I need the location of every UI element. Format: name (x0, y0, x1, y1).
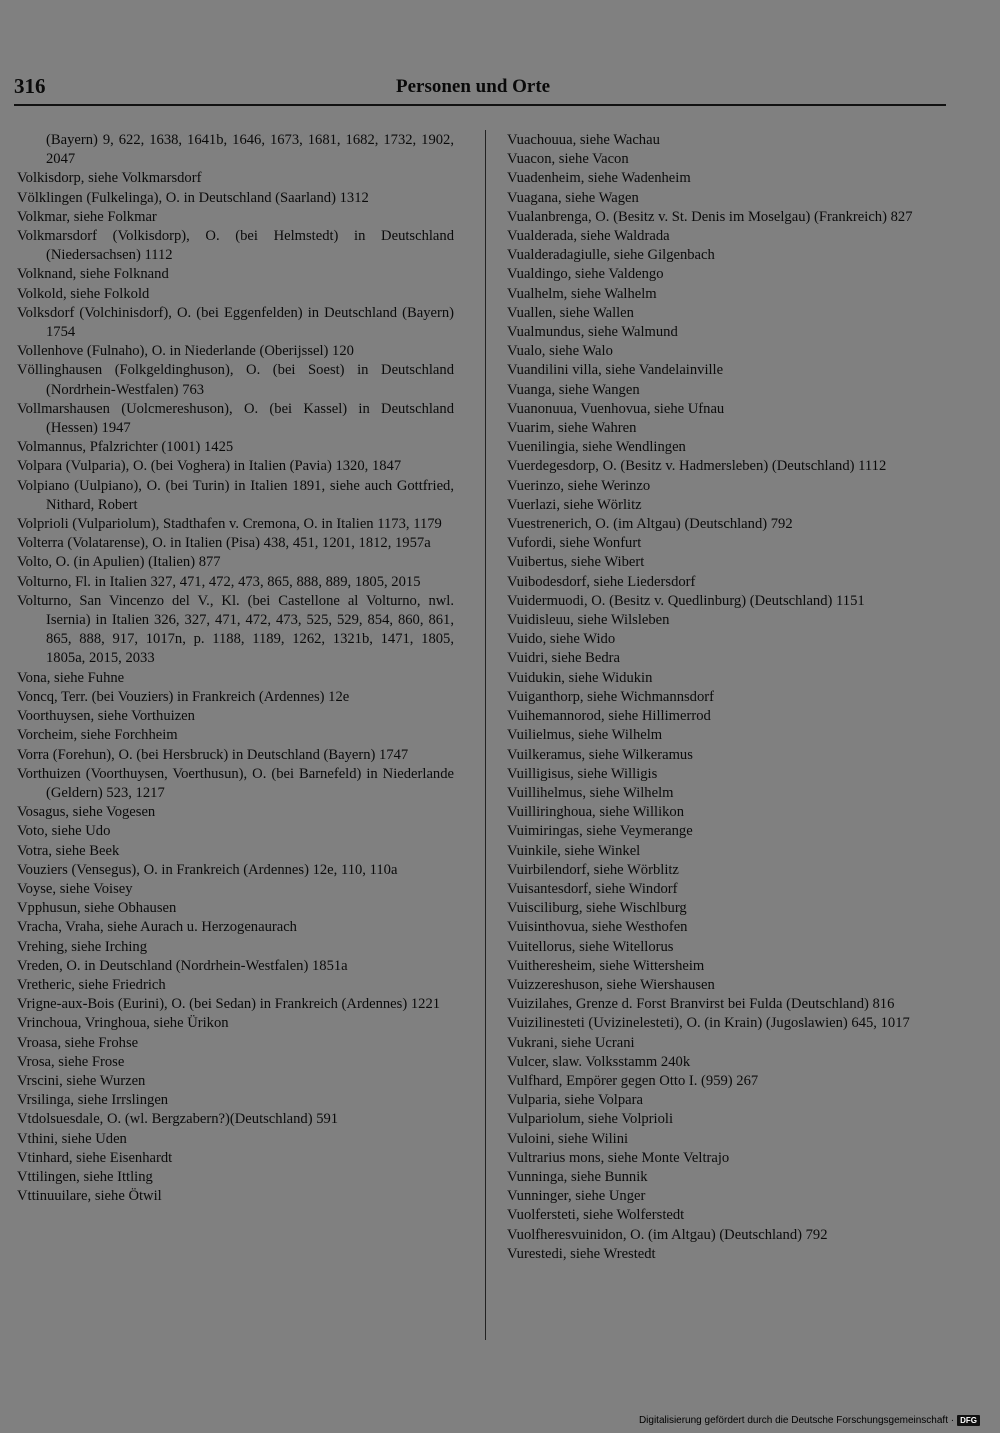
footer-text: Digitalisierung gefördert durch die Deutsche Forschungsgemeinschaft · (638, 1415, 955, 1426)
index-entry: Vollmarshausen (Uolcmereshuson), O. (bei Kassel) in Deutschland (Hessen) 1947 (17, 400, 454, 437)
index-entry: Völklingen (Fulkelinga), O. in Deutschland (Saarland) 1312 (17, 189, 369, 206)
index-entry: Vuisantesdorf, siehe Windorf (507, 880, 678, 897)
index-entry: Vuolfheresvuinidon, O. (im Altgau) (Deutschland) 792 (507, 1226, 828, 1243)
index-entry: Vualderadagiulle, siehe Gilgenbach (507, 247, 715, 264)
index-entry: Vuadenheim, siehe Wadenheim (507, 170, 691, 187)
index-entry: Volturno, Fl. in Italien 327, 471, 472, 473, 865, 888, 889, 1805, 2015 (17, 573, 421, 590)
index-entry: Vuizilinesteti (Uvizinelesteti), O. (in Krain) (Jugoslawien) 645, 1017 (507, 1015, 910, 1032)
index-entry: Vollenhove (Fulnaho), O. in Niederlande (Oberijssel) 120 (17, 343, 354, 360)
index-entry: Vuarim, siehe Wahren (507, 420, 637, 437)
index-entry: Vrscini, siehe Wurzen (17, 1072, 146, 1089)
index-entry: Vualanbrenga, O. (Besitz v. St. Denis im Moselgau) (Frankreich) 827 (507, 208, 913, 225)
index-entry: Vttilingen, siehe Ittling (17, 1168, 153, 1185)
index-entry: Vuido, siehe Wido (507, 631, 616, 648)
index-entry: Vukrani, siehe Ucrani (507, 1034, 635, 1051)
index-entry: Vrigne-aux-Bois (Eurini), O. (bei Sedan) in Frankreich (Ardennes) 1221 (17, 996, 441, 1013)
index-entry: Vuiganthorp, siehe Wichmannsdorf (507, 688, 714, 705)
left-column (17, 131, 454, 1206)
index-entry: Vuirbilendorf, siehe Wörblitz (507, 861, 679, 878)
index-entry: Vuinkile, siehe Winkel (507, 842, 641, 859)
index-entry: Volterra (Volatarense), O. in Italien (Pisa) 438, 451, 1201, 1812, 1957a (17, 535, 431, 552)
index-entry: Vuandilini villa, siehe Vandelainville (507, 362, 724, 379)
index-entry: Vuanga, siehe Wangen (507, 381, 640, 398)
index-entry: Volknand, siehe Folknand (17, 266, 169, 283)
index-entry: Vuidisleuu, siehe Wilsleben (507, 612, 670, 629)
index-entry: Volkisdorp, siehe Volkmarsdorf (17, 170, 202, 187)
index-entry: Vuizilahes, Grenze d. Forst Branvirst bei Fulda (Deutschland) 816 (507, 996, 895, 1013)
index-entry: Vorthuizen (Voorthuysen, Voerthusun), O. (bei Barnefeld) in Niederlande (Geldern) 523, 1217 (17, 765, 454, 801)
index-entry: Vuilielmus, siehe Wilhelm (507, 727, 663, 744)
index-entry: Vona, siehe Fuhne (17, 669, 125, 686)
index-entry: Vuisinthovua, siehe Westhofen (507, 919, 688, 936)
index-entry: Vthini, siehe Uden (17, 1130, 127, 1147)
index-entry: Vuidukin, siehe Widukin (507, 669, 653, 686)
dfg-logo: DFG (957, 1415, 980, 1426)
index-entry: Vuacon, siehe Vacon (507, 151, 629, 168)
index-entry: (Bayern) 9, 622, 1638, 1641b, 1646, 1673, 1681, 1682, 1732, 1902, 2047 (46, 132, 454, 168)
index-entry: Vorra (Forehun), O. (bei Hersbruck) in Deutschland (Bayern) 1747 (17, 746, 409, 763)
index-entry: Vuagana, siehe Wagen (507, 189, 639, 206)
index-entry: Vrinchoua, Vringhoua, siehe Ürikon (17, 1015, 229, 1032)
index-entry: Vuidri, siehe Bedra (507, 650, 621, 667)
index-entry: Vulfhard, Empörer gegen Otto I. (959) 267 (507, 1072, 759, 1089)
index-entry: Vosagus, siehe Vogesen (17, 804, 156, 821)
index-entry: Vuachouua, siehe Wachau (507, 132, 660, 148)
index-entry: Vufordi, siehe Wonfurt (507, 535, 642, 552)
column-divider (485, 130, 486, 1340)
index-entry: Vuallen, siehe Wallen (507, 304, 634, 321)
index-entry: Vuilkeramus, siehe Wilkeramus (507, 746, 693, 763)
index-entry: Vretheric, siehe Friedrich (17, 976, 166, 993)
index-entry: Volkmarsdorf (Volkisdorp), O. (bei Helmstedt) in Deutschland (Niedersachsen) 1112 (17, 228, 454, 264)
index-entry: Vtinhard, siehe Eisenhardt (17, 1149, 173, 1166)
index-entry: Volprioli (Vulpariolum), Stadthafen v. Cremona, O. in Italien 1173, 1179 (17, 516, 442, 533)
index-entry: Vualmundus, siehe Walmund (507, 324, 678, 341)
index-entry: Voto, siehe Udo (17, 823, 111, 840)
index-entry: Vualo, siehe Walo (507, 343, 613, 360)
index-entry: Voorthuysen, siehe Vorthuizen (17, 708, 195, 725)
index-entry: Vuerdegesdorp, O. (Besitz v. Hadmersleben) (Deutschland) 1112 (507, 458, 887, 475)
index-entry: Vultrarius mons, siehe Monte Veltrajo (507, 1149, 730, 1166)
index-entry: Vuillihelmus, siehe Wilhelm (507, 784, 674, 801)
page-header (14, 74, 946, 104)
index-entry: Vuloini, siehe Wilini (507, 1130, 629, 1147)
index-entry: Voyse, siehe Voisey (17, 880, 133, 897)
index-entry: Vuilliringhoua, siehe Willikon (507, 804, 685, 821)
index-entry: Volksdorf (Volchinisdorf), O. (bei Eggenfelden) in Deutschland (Bayern) 1754 (17, 304, 454, 341)
index-entry: Vuihemannorod, siehe Hillimerrod (507, 708, 711, 725)
index-entry: Voncq, Terr. (bei Vouziers) in Frankreich (Ardennes) 12e (17, 688, 350, 705)
index-entry: Vulpariolum, siehe Volprioli (507, 1111, 673, 1128)
index-entry: Vuibertus, siehe Wibert (507, 554, 645, 571)
index-entry: Votra, siehe Beek (17, 842, 120, 859)
index-entry: Vunninga, siehe Bunnik (507, 1168, 648, 1185)
index-entry: Vuestrenerich, O. (im Altgau) (Deutschland) 792 (507, 516, 793, 533)
index-entry: Vualhelm, siehe Walhelm (507, 285, 657, 302)
index-entry: Völlinghausen (Folkgeldinghuson), O. (bei Soest) in Deutschland (Nordrhein-Westfalen) 763 (17, 362, 454, 398)
index-entry: Volkold, siehe Folkold (17, 285, 150, 302)
index-entry: Vualderada, siehe Waldrada (507, 228, 670, 245)
index-entry: Volturno, San Vincenzo del V., Kl. (bei Castellone al Volturno, nwl. Isernia) in Italien 326, 327, 471, 472, 473, 525, 529, 854, 860, 861, 865, 888, 917, 1017n, p. 1188, 1189, 1262, 1321b, 1471, 1805, 1805a, 2015, 2033 (17, 592, 454, 667)
index-entry: Vuilligisus, siehe Willigis (507, 765, 658, 782)
index-entry: Vurestedi, siehe Wrestedt (507, 1245, 656, 1262)
index-entry: Vuimiringas, siehe Veymerange (507, 823, 693, 840)
index-entry: Volpara (Vulparia), O. (bei Voghera) in Italien (Pavia) 1320, 1847 (17, 458, 402, 475)
index-entry: Volkmar, siehe Folkmar (17, 208, 157, 225)
index-entry: Vuizzereshuson, siehe Wiershausen (507, 976, 715, 993)
page-number: 316 (14, 74, 46, 98)
index-entry: Vrsilinga, siehe Irrslingen (17, 1092, 169, 1109)
index-entry: Vroasa, siehe Frohse (17, 1034, 139, 1051)
index-entry: Vuibodesdorf, siehe Liedersdorf (507, 573, 696, 590)
footer (639, 1415, 980, 1426)
index-entry: Vreden, O. in Deutschland (Nordrhein-Westfalen) 1851a (17, 957, 348, 974)
header-rule (14, 104, 946, 106)
index-entry: Vrosa, siehe Frose (17, 1053, 125, 1070)
index-entry: Vuidermuodi, O. (Besitz v. Quedlinburg) (Deutschland) 1151 (507, 592, 865, 609)
index-entry: Vulparia, siehe Volpara (507, 1092, 643, 1109)
index-entry: Vpphusun, siehe Obhausen (17, 900, 177, 917)
running-head: Personen und Orte (396, 76, 551, 97)
index-entry: Vunninger, siehe Unger (507, 1188, 646, 1205)
right-column (507, 131, 943, 1264)
index-entry: Vulcer, slaw. Volksstamm 240k (507, 1053, 691, 1070)
index-entry: Vtdolsuesdale, O. (wl. Bergzabern?)(Deutschland) 591 (17, 1111, 339, 1128)
index-entry: Vorcheim, siehe Forchheim (17, 727, 178, 744)
index-entry: Vuerlazi, siehe Wörlitz (507, 496, 642, 513)
index-entry: Vuisciliburg, siehe Wischlburg (507, 900, 687, 917)
index-entry: Vuenilingia, siehe Wendlingen (507, 439, 686, 456)
index-entry: Volmannus, Pfalzrichter (1001) 1425 (17, 439, 234, 456)
index-entry: Vttinuuilare, siehe Ötwil (17, 1188, 162, 1205)
index-entry: Vrehing, siehe Irching (17, 938, 148, 955)
index-entry: Vuanonuua, Vuenhovua, siehe Ufnau (507, 400, 725, 417)
index-entry: Volpiano (Uulpiano), O. (bei Turin) in Italien 1891, siehe auch Gottfried, Nithard, Robert (17, 477, 454, 513)
index-entry: Vuerinzo, siehe Werinzo (507, 477, 651, 494)
index-entry: Vuolfersteti, siehe Wolferstedt (507, 1207, 685, 1224)
index-entry: Vuitheresheim, siehe Wittersheim (507, 957, 705, 974)
index-entry: Vualdingo, siehe Valdengo (507, 266, 664, 283)
index-entry: Vuitellorus, siehe Witellorus (507, 938, 674, 955)
index-entry: Volto, O. (in Apulien) (Italien) 877 (17, 554, 221, 571)
index-entry: Vouziers (Vensegus), O. in Frankreich (Ardennes) 12e, 110, 110a (17, 861, 398, 878)
index-entry: Vracha, Vraha, siehe Aurach u. Herzogenaurach (17, 919, 297, 936)
